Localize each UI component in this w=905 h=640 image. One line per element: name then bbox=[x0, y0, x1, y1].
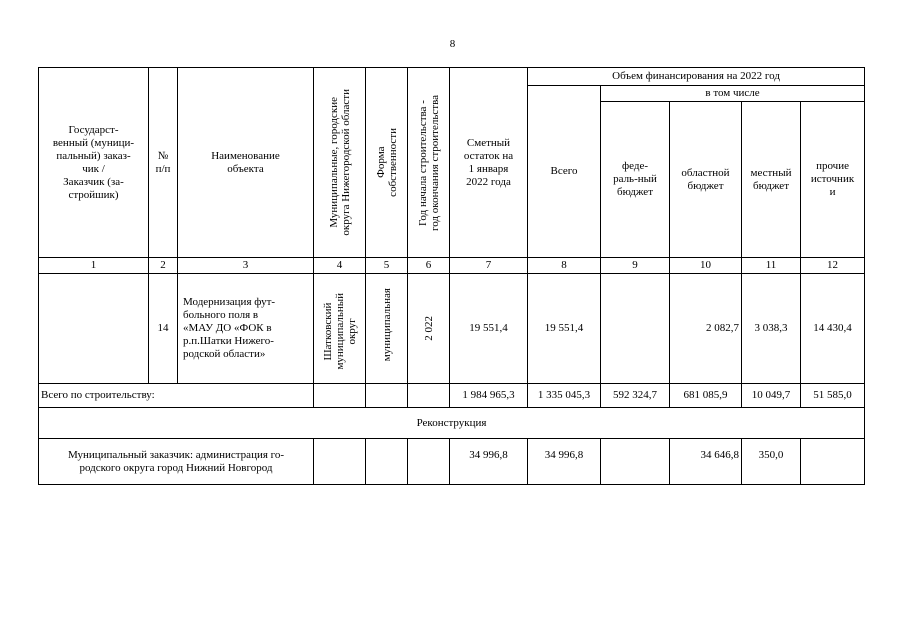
totals-balance: 1 984 965,3 bbox=[450, 384, 528, 408]
totals-empty-5 bbox=[366, 384, 408, 408]
row1-local: 3 038,3 bbox=[742, 274, 801, 384]
row2-regional: 34 646,8 bbox=[670, 439, 742, 485]
financing-table bbox=[38, 67, 865, 485]
header-customer: Государст- венный (муници- пальный) заказ- чик / Заказчик (за- стройшик) bbox=[39, 68, 149, 258]
totals-row bbox=[39, 384, 865, 408]
header-other: прочие источник и bbox=[801, 102, 865, 258]
row2-local: 350,0 bbox=[742, 439, 801, 485]
header-municipality: Муниципальные, городские округа Нижегородской области bbox=[327, 89, 352, 236]
totals-local: 10 049,7 bbox=[742, 384, 801, 408]
header-including: в том числе bbox=[601, 86, 865, 102]
row2-empty-5 bbox=[366, 439, 408, 485]
header-regional: областной бюджет bbox=[670, 102, 742, 258]
column-number-row bbox=[39, 258, 865, 274]
col-num-11: 11 bbox=[742, 258, 801, 274]
totals-other: 51 585,0 bbox=[801, 384, 865, 408]
row1-ownership: муниципальная bbox=[380, 288, 393, 362]
row2-other bbox=[801, 439, 865, 485]
header-ownership-cell bbox=[366, 68, 408, 258]
row1-year: 2 022 bbox=[422, 316, 435, 341]
col-num-8: 8 bbox=[528, 258, 601, 274]
header-object-name: Наименование объекта bbox=[178, 68, 314, 258]
page-number: 8 bbox=[449, 38, 456, 50]
col-num-4: 4 bbox=[314, 258, 366, 274]
totals-regional: 681 085,9 bbox=[670, 384, 742, 408]
row1-balance: 19 551,4 bbox=[450, 274, 528, 384]
header-balance: Сметный остаток на 1 января 2022 года bbox=[450, 68, 528, 258]
section-row bbox=[39, 408, 865, 439]
totals-label: Всего по строительству: bbox=[39, 384, 314, 408]
totals-federal: 592 324,7 bbox=[601, 384, 670, 408]
header-row-1 bbox=[39, 68, 865, 86]
col-num-6: 6 bbox=[408, 258, 450, 274]
row1-num: 14 bbox=[149, 274, 178, 384]
row1-municipality-cell bbox=[314, 274, 366, 384]
table-row bbox=[39, 439, 865, 485]
row1-municipality: Шатковский муниципальный округ bbox=[321, 292, 358, 370]
header-ownership: Форма собственности bbox=[374, 128, 399, 197]
col-num-2: 2 bbox=[149, 258, 178, 274]
col-num-10: 10 bbox=[670, 258, 742, 274]
row1-federal bbox=[601, 274, 670, 384]
row2-federal bbox=[601, 439, 670, 485]
col-num-9: 9 bbox=[601, 258, 670, 274]
col-num-1: 1 bbox=[39, 258, 149, 274]
col-num-7: 7 bbox=[450, 258, 528, 274]
totals-empty-4 bbox=[314, 384, 366, 408]
header-local: местный бюджет bbox=[742, 102, 801, 258]
section-title: Реконструкция bbox=[39, 408, 865, 439]
row1-regional: 2 082,7 bbox=[670, 274, 742, 384]
header-municipality-cell bbox=[314, 68, 366, 258]
header-funding: Объем финансирования на 2022 год bbox=[528, 68, 865, 86]
row2-customer: Муниципальный заказчик: администрация го- родского округа город Нижний Новгород bbox=[39, 439, 314, 485]
col-num-3: 3 bbox=[178, 258, 314, 274]
totals-empty-6 bbox=[408, 384, 450, 408]
row2-empty-4 bbox=[314, 439, 366, 485]
row1-customer bbox=[39, 274, 149, 384]
row1-year-cell bbox=[408, 274, 450, 384]
header-years: Год начала строительства - год окончания строительства bbox=[416, 94, 441, 231]
col-num-5: 5 bbox=[366, 258, 408, 274]
row2-balance: 34 996,8 bbox=[450, 439, 528, 485]
table-row bbox=[39, 274, 865, 384]
col-num-12: 12 bbox=[801, 258, 865, 274]
header-years-cell bbox=[408, 68, 450, 258]
row1-other: 14 430,4 bbox=[801, 274, 865, 384]
row2-empty-6 bbox=[408, 439, 450, 485]
row1-total: 19 551,4 bbox=[528, 274, 601, 384]
totals-total: 1 335 045,3 bbox=[528, 384, 601, 408]
row1-ownership-cell bbox=[366, 274, 408, 384]
row1-name: Модернизация фут- больного поля в «МАУ ДО «ФОК в р.п.Шатки Нижего- родской области» bbox=[178, 274, 314, 384]
header-federal: феде- раль-ный бюджет bbox=[601, 102, 670, 258]
header-total: Всего bbox=[528, 86, 601, 258]
header-num: № п/п bbox=[149, 68, 178, 258]
row2-total: 34 996,8 bbox=[528, 439, 601, 485]
